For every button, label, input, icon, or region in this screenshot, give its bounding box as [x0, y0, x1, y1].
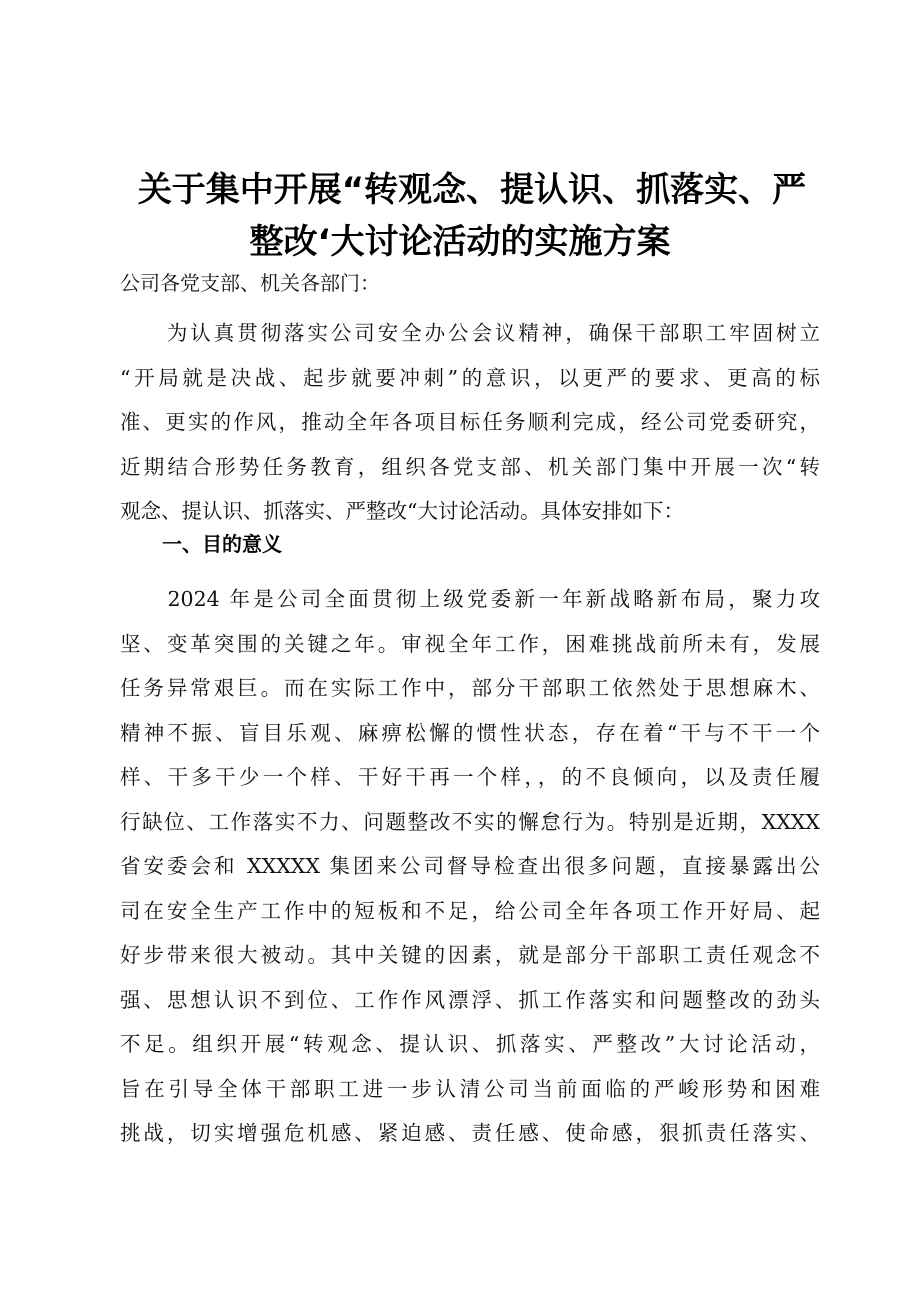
- section1-line: 好步带来很大被动。其中关键的因素，就是部分干部职工责任观念不: [120, 943, 820, 967]
- section1-paragraph: [120, 577, 820, 1156]
- section1-line: 行缺位、工作落实不力、问题整改不实的懈怠行为。特别是近期，XXXX: [120, 809, 820, 834]
- intro-line: “开局就是决战、起步就要冲刺”的意识，以更严的要求、更高的标: [120, 365, 820, 390]
- section1-line: 坚、变革突围的关键之年。审视全年工作，困难挑战前所未有，发展: [120, 631, 820, 656]
- section1-line: 挑战，切实增强危机感、紧迫感、责任感、使命感，狠抓责任落实、: [120, 1121, 820, 1145]
- document-title-line-2: 整改‘大讨论活动的实施方案: [249, 222, 671, 262]
- salutation: 公司各党支部、机关各部门：: [120, 271, 380, 295]
- section1-line: 旨在引导全体干部职工进一步认清公司当前面临的严峻形势和困难: [120, 1076, 820, 1101]
- section1-line: 精神不振、盲目乐观、麻痹松懈的惯性状态，存在着“干与不干一个: [120, 720, 820, 745]
- intro-line: 为认真贯彻落实公司安全办公会议精神，确保干部职工牢固树立: [120, 321, 820, 345]
- section1-line: 不足。组织开展“转观念、提认识、抓落实、严整改”大讨论活动，: [120, 1032, 820, 1056]
- section1-line: 司在安全生产工作中的短板和不足，给公司全年各项工作开好局、起: [120, 898, 820, 923]
- section1-line: 任务异常艰巨。而在实际工作中，部分干部职工依然处于思想麻木、: [120, 676, 820, 700]
- document-title-line-1: 关于集中开展“转观念、提认识、抓落实、严: [137, 170, 807, 210]
- intro-paragraph: [120, 311, 820, 534]
- section1-line: 2024 年是公司全面贯彻上级党委新一年新战略新布局，聚力攻: [120, 587, 820, 611]
- intro-line: 近期结合形势任务教育，组织各党支部、机关部门集中开展一次“转: [120, 454, 820, 479]
- intro-line: 观念、提认识、抓落实、严整改“大讨论活动。具体安排如下：: [120, 499, 684, 523]
- section-heading: 一、目的意义: [162, 532, 282, 556]
- section1-line: 强、思想认识不到位、工作作风漂浮、抓工作落实和问题整改的劲头: [120, 987, 820, 1012]
- section1-line: 样、干多干少一个样、干好干再一个样，，的不良倾向，以及责任履: [120, 765, 820, 789]
- section1-line: 省安委会和 XXXXX 集团来公司督导检查出很多问题，直接暴露出公: [120, 854, 820, 878]
- intro-line: 准、更实的作风，推动全年各项目标任务顺利完成，经公司党委研究，: [120, 410, 820, 434]
